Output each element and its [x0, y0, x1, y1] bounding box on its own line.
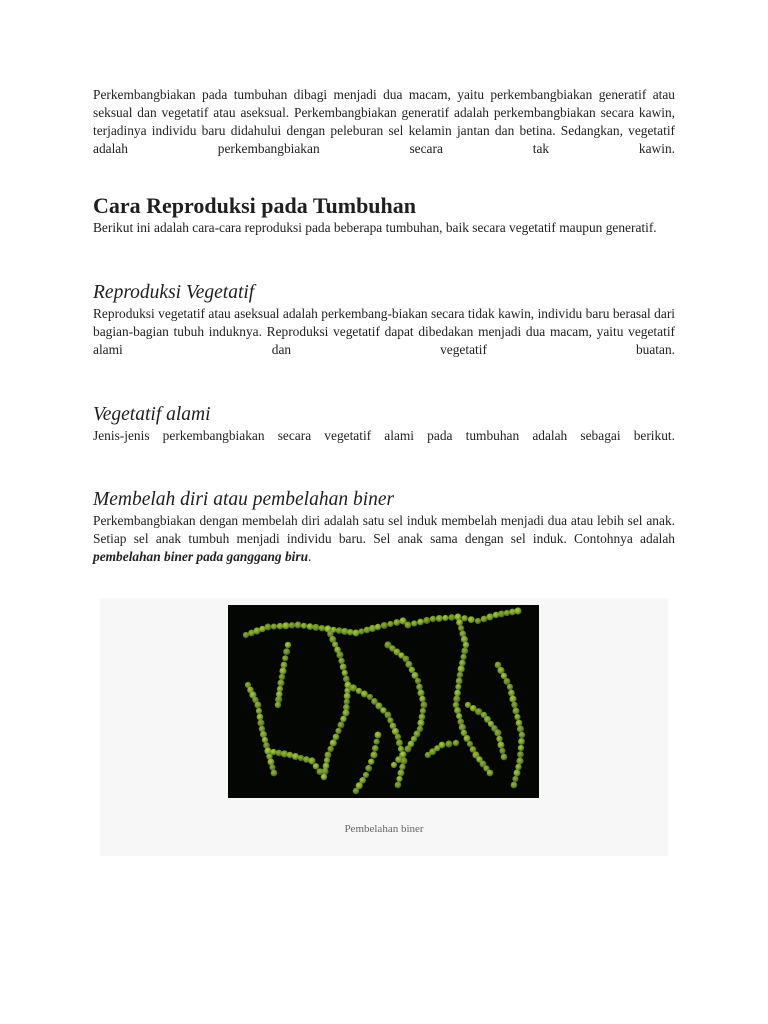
algae-cell — [400, 751, 406, 757]
algae-cell — [453, 695, 460, 702]
algae-filament — [353, 732, 382, 795]
algae-cell — [393, 619, 400, 626]
figure-caption: Pembelahan biner — [344, 823, 424, 835]
algae-cell — [511, 702, 517, 708]
heading-vegetatif-alami: Vegetatif alami — [93, 404, 211, 425]
heading-reproduksi-vegetatif: Reproduksi Vegetatif — [93, 282, 255, 303]
algae-cell — [301, 623, 307, 629]
algae-cell — [421, 702, 428, 709]
algae-cell — [436, 615, 443, 622]
algae-cell — [335, 728, 341, 734]
algae-cell — [518, 745, 524, 751]
algae-cell — [461, 636, 468, 643]
algae-cell — [461, 654, 467, 660]
algae-cell — [257, 719, 264, 726]
algae-cell — [417, 689, 424, 696]
algae-cell — [455, 684, 461, 690]
algae-cell — [453, 740, 459, 746]
algae-cell — [279, 667, 286, 674]
algae-cell — [375, 732, 382, 739]
algae-cell — [501, 754, 508, 761]
algae-cell — [262, 737, 268, 743]
algae-cell — [419, 696, 425, 702]
algae-cell — [416, 684, 423, 691]
algae-cell — [456, 619, 463, 626]
algae-cell — [330, 739, 337, 746]
algae-cell — [513, 708, 520, 715]
document-body — [93, 86, 675, 566]
algae-cell — [344, 693, 351, 700]
algae-cell — [281, 662, 288, 669]
algae-cell — [319, 625, 325, 631]
algae-cell — [456, 678, 463, 685]
algae-cell — [514, 607, 521, 614]
algae-cell — [511, 782, 518, 789]
algae-cell — [417, 619, 424, 626]
algae-cell — [517, 725, 524, 732]
algae-cell — [514, 770, 521, 777]
algae-cell — [517, 751, 524, 758]
algae-cell — [442, 615, 448, 621]
algae-filament — [495, 662, 526, 789]
algae-cell — [475, 618, 481, 624]
algae-cell — [457, 672, 463, 678]
algae-cell — [516, 757, 523, 764]
algae-cell — [395, 756, 402, 763]
algae-cell — [486, 613, 493, 620]
algae-cell — [282, 622, 289, 629]
algae-cell — [374, 739, 380, 745]
algae-cell — [317, 768, 324, 775]
algae-cell — [458, 665, 465, 672]
algae-cell — [333, 734, 340, 741]
algae-cell — [344, 699, 350, 705]
algae-cell — [295, 622, 302, 629]
algae-cell — [508, 690, 515, 697]
algae-cell — [321, 774, 327, 780]
algae-cell — [387, 717, 393, 723]
algae-cell — [464, 735, 471, 742]
algae-cell — [509, 695, 516, 702]
intro-paragraph: Perkembangbiakan pada tumbuhan dibagi menjadi dua macam, yaitu perkembangbiakan generatif atau seksual dan vegetatif atau aseksual. Perkembangbiakan generatif adalah perkembangbiakan secara kawin, terjadinya individu baru didahului dengan peleburan sel kelamin jantan dan betina. Sedangkan, vegetatif adalah perkembangbiakan secara tak kawin. — [93, 87, 675, 156]
algae-filament — [453, 614, 494, 777]
algae-cell — [430, 616, 436, 622]
algae-cell — [271, 770, 278, 777]
algae-cell — [420, 708, 426, 714]
algae-cell — [268, 759, 275, 766]
algae-cell — [399, 764, 405, 770]
algae-cell — [298, 755, 304, 761]
membelah-text-start: Perkembangbiakan dengan membelah diri adalah satu sel induk membelah menjadi dua atau lebih sel anak. Setiap sel anak tumbuh menjadi individu baru. Sel anak sama dengan sel induk. Contohnya adalah — [93, 513, 675, 546]
algae-cell — [313, 763, 319, 769]
algae-cell — [353, 630, 360, 637]
algae-cell — [277, 623, 284, 630]
vegetatif-paragraph: Reproduksi vegetatif atau aseksual adalah perkembang-biakan secara tidak kawin, individu baru berasal dari bagian-bagian tubuh induknya. Reproduksi vegetatif dapat dibedakan menjadi dua macam, yaitu vegetatif alami dan vegetatif buatan. — [93, 306, 675, 357]
algae-cell — [459, 724, 466, 731]
algae-cell — [411, 620, 417, 626]
algae-cell — [255, 702, 262, 709]
algae-filament — [405, 607, 522, 628]
algae-cell — [494, 729, 501, 736]
algae-cell — [327, 746, 333, 752]
algae-cell — [423, 617, 430, 624]
algae-cell — [454, 690, 461, 697]
algae-cell — [504, 610, 510, 616]
algae-cell — [463, 642, 469, 648]
algae-cell — [499, 748, 505, 754]
algae-cell — [361, 691, 368, 698]
algae-cell — [265, 748, 272, 755]
algae-cell — [285, 642, 291, 648]
algae-cell — [381, 622, 388, 629]
algae-cell — [448, 614, 455, 621]
algae-cell — [391, 762, 397, 768]
algae-cell — [338, 722, 345, 729]
algae-filament — [425, 740, 459, 758]
membelah-emphasis: pembelahan biner pada ganggang biru — [93, 549, 309, 564]
algae-cell — [338, 658, 344, 664]
algae-cell — [289, 622, 295, 628]
algae-cell — [271, 624, 277, 630]
algae-cell — [512, 776, 518, 782]
alami-paragraph: Jenis-jenis perkembangbiakan secara vegetatif alami pada tumbuhan adalah sebagai berikut. — [93, 428, 675, 443]
algae-cell — [405, 622, 412, 629]
algae-cell — [336, 651, 343, 658]
algae-cell — [445, 740, 452, 747]
heading-membelah-diri: Membelah diri atau pembelahan biner — [93, 489, 395, 510]
algae-cell — [340, 664, 347, 671]
algae-cell — [412, 672, 419, 679]
algae-cell — [292, 753, 299, 760]
algae-cell — [516, 720, 523, 727]
algae-cell — [365, 765, 372, 772]
algae-cell — [481, 616, 488, 623]
algae-cell — [417, 719, 424, 726]
algae-cell — [257, 714, 264, 721]
algae-cell — [278, 680, 285, 687]
algae-cell — [353, 788, 359, 794]
algae-cell — [358, 628, 364, 634]
algae-cell — [456, 713, 462, 719]
heading-cara-reproduksi: Cara Reproduksi pada Tumbuhan — [93, 193, 417, 218]
algae-cell — [454, 707, 461, 714]
algae-cell — [256, 708, 262, 714]
algae-cell — [458, 625, 464, 631]
algae-cell — [342, 670, 348, 676]
cara-paragraph: Berikut ini adalah cara-cara reproduksi pada beberapa tumbuhan, baik secara vegetatif maupun generatif. — [93, 220, 657, 235]
algae-cell — [275, 702, 281, 708]
membelah-text-end: . — [308, 549, 312, 564]
algae-filament — [245, 682, 277, 776]
algae-cell — [507, 684, 513, 690]
algae-cell — [396, 740, 403, 747]
algae-cell — [396, 776, 402, 782]
algae-cell — [270, 749, 276, 755]
figure-box — [100, 598, 668, 856]
algae-cell — [282, 655, 288, 661]
algae-cell — [312, 624, 319, 631]
algae-image — [228, 605, 539, 798]
algae-cell — [368, 758, 374, 764]
algae-cell — [340, 716, 346, 722]
algae-cell — [398, 770, 405, 777]
algae-cell — [325, 752, 332, 759]
algae-cell — [342, 709, 349, 716]
algae-cell — [467, 741, 473, 747]
algae-filament — [384, 641, 427, 768]
algae-cell — [518, 738, 525, 745]
algae-cell — [370, 751, 377, 758]
algae-cell — [415, 678, 421, 684]
algae-cell — [461, 648, 468, 655]
membelah-paragraph — [93, 512, 675, 566]
algae-cell — [498, 611, 505, 618]
algae-cell — [519, 732, 525, 738]
algae-cell — [468, 616, 475, 623]
algae-cell — [279, 674, 285, 680]
algae-cell — [439, 742, 446, 749]
algae-cell — [404, 745, 411, 752]
algae-filament — [275, 642, 291, 708]
algae-cell — [487, 770, 494, 777]
algae-cell — [269, 764, 275, 770]
algae-cell — [375, 624, 381, 630]
algae-cell — [459, 660, 466, 667]
algae-illustration — [228, 605, 539, 798]
algae-filament — [321, 625, 352, 780]
algae-cell — [307, 623, 314, 630]
algae-cell — [372, 745, 379, 752]
algae-cell — [419, 714, 426, 721]
algae-cell — [515, 764, 521, 770]
algae-cell — [395, 734, 401, 740]
algae-cell — [395, 782, 402, 789]
algae-cell — [260, 731, 267, 738]
algae-cell — [504, 678, 511, 685]
algae-cell — [283, 648, 290, 655]
algae-cell — [514, 714, 520, 720]
algae-cell — [265, 624, 272, 631]
algae-cell — [387, 621, 393, 627]
algae-cell — [498, 742, 505, 749]
algae-cell — [343, 676, 350, 683]
algae-cell — [496, 736, 502, 742]
algae-cell — [461, 615, 467, 621]
algae-cell — [324, 757, 330, 763]
